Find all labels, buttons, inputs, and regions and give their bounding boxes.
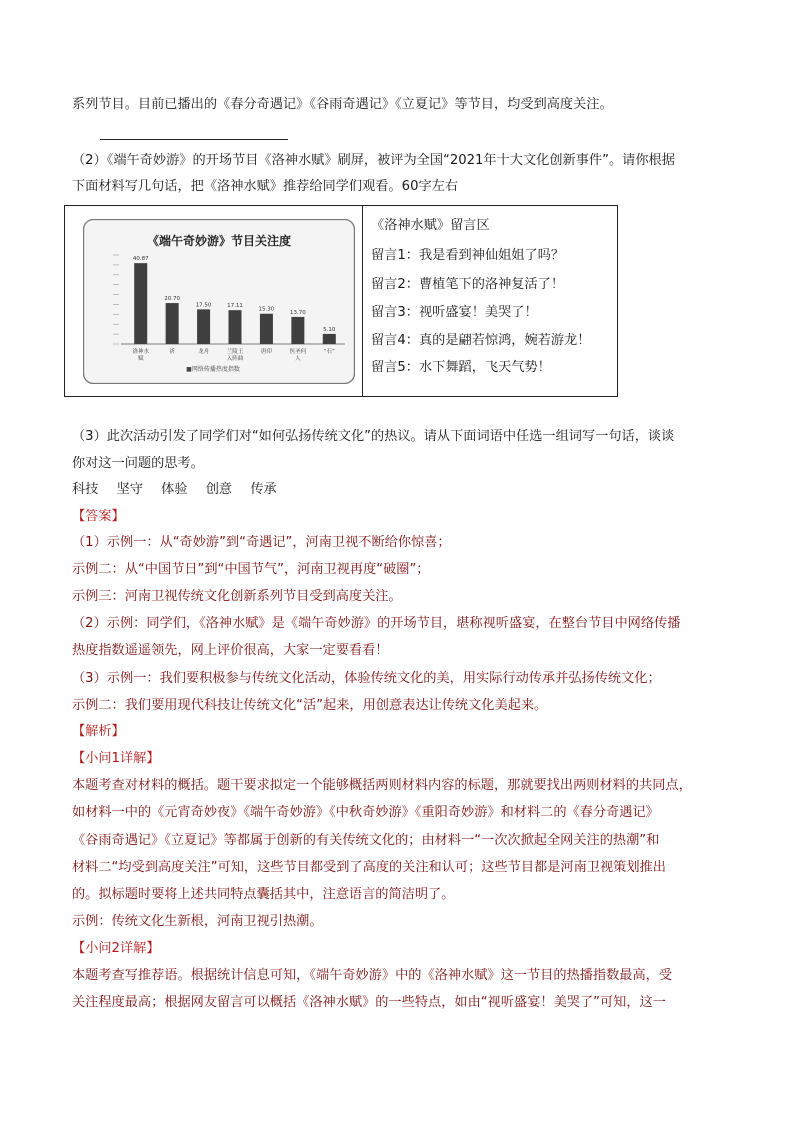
explanation-line: 本题考查写推荐语。根据统计信息可知，《端午奇妙游》中的《洛神水赋》这一节目的热播指数最高，受 — [72, 968, 673, 983]
comment-item: 留言1：我是看到神仙姐姐了吗？ — [371, 248, 565, 263]
chart-bar — [323, 334, 336, 344]
chart-value-label: 17.11 — [227, 303, 243, 310]
chart-category-label: 唐印 — [260, 349, 272, 355]
chart-category-label: 兰陵王 — [226, 349, 244, 355]
chart-title: 《端午奇妙游》节目关注度 — [146, 234, 292, 248]
question-2-line-1: （2）《端午奇妙游》的开场节目《洛神水赋》刷屏，被评为全国“2021年十大文化创新事件”。请你根据 — [72, 153, 675, 168]
word-option: 体验 — [161, 482, 188, 497]
question-2-line-2: 下面材料写几句话，把《洛神水赋》推荐给同学们观看。60字左右 — [72, 179, 459, 194]
answer-line: 热度指数遥遥领先，网上评价很高，大家一定要看看！ — [72, 643, 389, 658]
chart-x-axis-label: ■网络传播热度指数 — [186, 366, 240, 373]
explanation-line: 的。拟标题时要将上述共同特点囊括其中，注意语言的简洁明了。 — [72, 887, 455, 902]
chart-category-label: 人 — [295, 356, 301, 362]
answer-line: （2）示例：同学们，《洛神水赋》是《端午奇妙游》的开场节目，堪称视听盛宴，在整台节目中网络传播 — [72, 616, 681, 631]
chart-image — [83, 219, 355, 384]
chart-bar — [291, 317, 304, 344]
chart-category-label: 入阵曲 — [226, 356, 244, 362]
sub-question-2-heading: 【小问2详解】 — [72, 941, 160, 956]
comment-item: 留言3：视听盛宴！美哭了！ — [371, 305, 538, 320]
explanation-line: 材料二“均受到高度关注”可知，这些节目都受到了高度的关注和认可；这些节目都是河南卫视策划推出 — [72, 860, 666, 875]
comment-item: 留言5：水下舞蹈，飞天气势！ — [371, 360, 551, 375]
answer-line: （3）示例一：我们要积极参与传统文化活动，体验传统文化的美，用实际行动传承并弘扬传统文化； — [72, 671, 661, 686]
chart-value-label: 13.70 — [289, 309, 306, 316]
chart-category-label: 祈 — [169, 349, 175, 355]
word-option: 传承 — [250, 482, 277, 497]
answer-line: （1）示例一：从“奇妙游”到“奇遇记”，河南卫视不断给你惊喜； — [72, 535, 451, 550]
answer-heading: 【答案】 — [72, 509, 125, 524]
material-table-divider — [362, 205, 363, 397]
chart-bar — [134, 263, 147, 344]
chart-value-label: 5.10 — [323, 326, 336, 333]
answer-line: 示例三：河南卫视传统文化创新系列节目受到高度关注。 — [72, 589, 402, 604]
explanation-line: 本题考查对材料的概括。题干要求拟定一个能够概括两则材料内容的标题，那就要找出两则材料的共同点， — [72, 778, 692, 793]
explanation-line: 关注程度最高；根据网友留言可以概括《洛神水赋》的一些特点，如由“视听盛宴！美哭了”可知，这一 — [72, 995, 666, 1010]
question-3-line-2: 你对这一问题的思考。 — [72, 456, 204, 471]
bar-chart — [83, 219, 355, 384]
word-options — [72, 480, 291, 500]
comment-section-title: 《洛神水赋》留言区 — [371, 218, 490, 233]
chart-value-label: 20.70 — [164, 296, 181, 303]
word-option: 创意 — [205, 482, 233, 497]
chart-category-label: 洛神水 — [132, 349, 149, 355]
text-line: 系列节目。目前已播出的《春分奇遇记》《谷雨奇遇记》《立夏记》等节目，均受到高度关注。 — [72, 97, 613, 112]
chart-bar — [260, 314, 273, 344]
chart-value-label: 40.87 — [132, 256, 149, 263]
answer-blank-line — [100, 139, 288, 140]
explanation-line: 示例：传统文化生新根，河南卫视引热潮。 — [72, 914, 323, 929]
chart-value-label: 17.50 — [195, 302, 212, 309]
explanation-line: 《谷雨奇遇记》《立夏记》等都属于创新的有关传统文化的；由材料一“一次次掀起全网关注的热潮”和 — [72, 833, 660, 848]
chart-value-label: 15.30 — [258, 306, 275, 313]
question-3-line-1: （3）此次活动引发了同学们对“如何弘扬传统文化”的热议。请从下面词语中任选一组词写一句话，谈谈 — [72, 429, 675, 444]
chart-bar — [229, 310, 242, 344]
chart-bar — [166, 303, 179, 344]
chart-category-label: 赋 — [137, 356, 144, 362]
comment-item: 留言4：真的是翩若惊鸿，婉若游龙！ — [371, 333, 591, 348]
comment-item: 留言2：曹植笔下的洛神复活了！ — [371, 277, 565, 292]
sub-question-1-heading: 【小问1详解】 — [72, 751, 160, 766]
chart-bar — [197, 309, 210, 344]
answer-line: 示例二：从“中国节日”到“中国节气”，河南卫视再度“破圈”； — [72, 562, 430, 577]
analysis-heading: 【解析】 — [72, 724, 125, 739]
answer-line: 示例二：我们要用现代科技让传统文化“活”起来，用创意表达让传统文化美起来。 — [72, 698, 548, 713]
chart-category-label: 龙舟 — [198, 349, 210, 355]
chart-category-label: 医圣何 — [289, 349, 307, 355]
word-option: 坚守 — [116, 482, 143, 497]
word-option: 科技 — [72, 482, 99, 497]
chart-category-label: “石” — [323, 349, 335, 355]
explanation-line: 如材料一中的《元宵奇妙夜》《端午奇妙游》《中秋奇妙游》《重阳奇妙游》和材料二的《春分奇遇记》 — [72, 805, 659, 820]
